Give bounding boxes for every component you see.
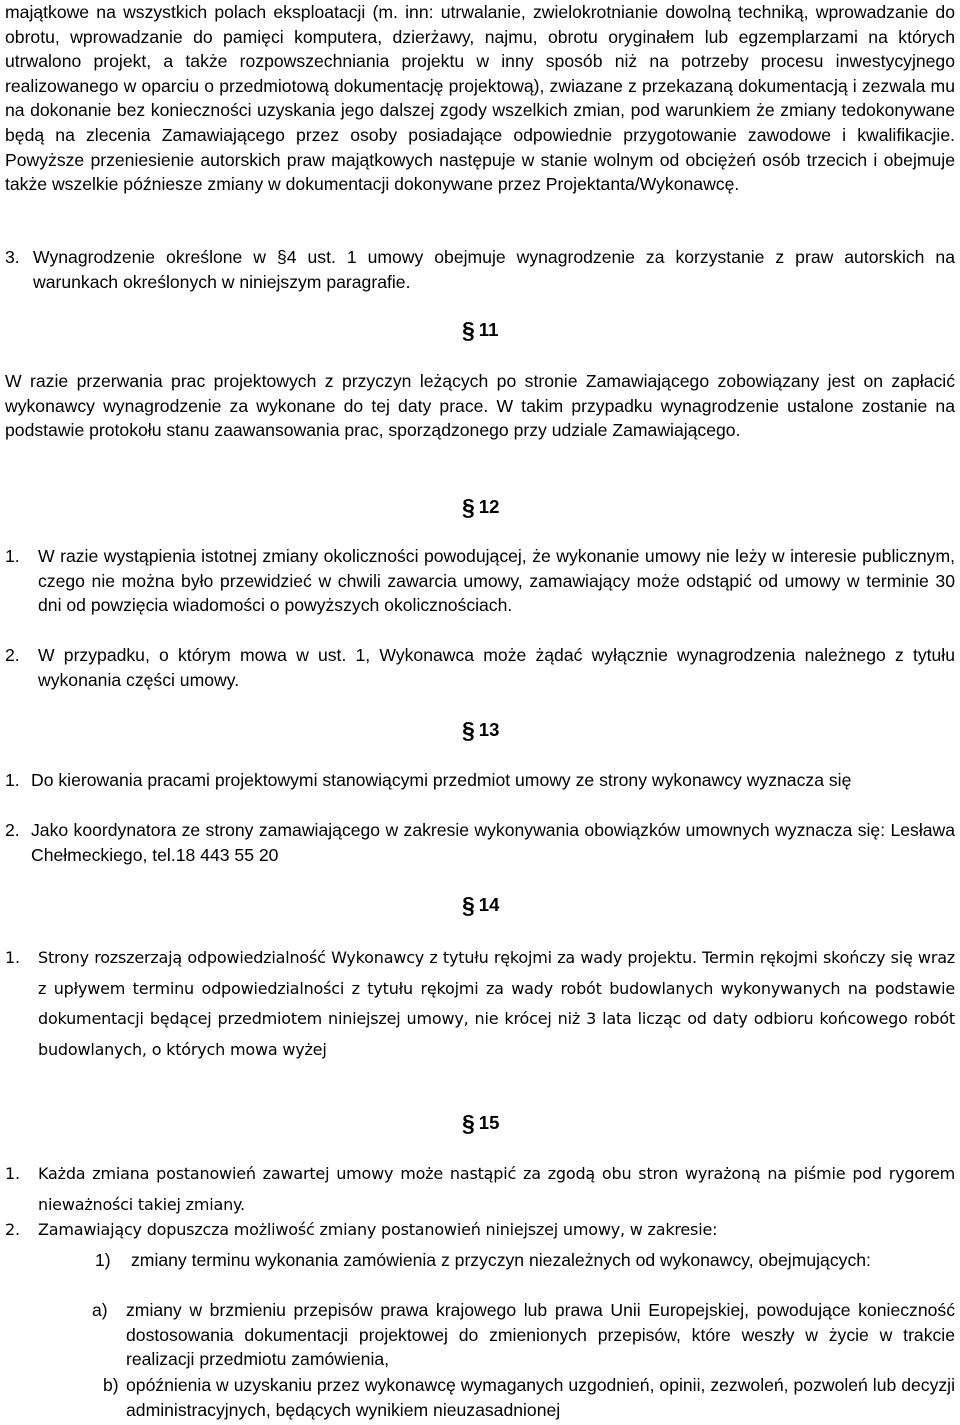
section-number: 11 bbox=[478, 319, 499, 340]
section-symbol: § bbox=[462, 317, 475, 343]
section-12-item-2-text: W przypadku, o którym mowa w ust. 1, Wykonawca może żądać wyłącznie wynagrodzenia należnego z tytułu wykonania części umowy. bbox=[38, 645, 955, 690]
section-13-heading bbox=[462, 717, 499, 744]
item-3-text: Wynagrodzenie określone w §4 ust. 1 umowy obejmuje wynagrodzenie za korzystanie z praw autorskich na warunkach określonych w niniejszym paragrafie. bbox=[33, 247, 955, 292]
subitem-b-text: opóźnienia w uzyskaniu przez wykonawcę wymaganych uzgodnień, opinii, zezwoleń, pozwoleń lub decyzji administracyjnych, będących wynikiem nieuzasadnionej bbox=[126, 1375, 955, 1420]
section-number: 14 bbox=[478, 894, 500, 915]
section-12-item-1-number: 1. bbox=[5, 546, 20, 566]
section-15-item-2-text: Zamawiający dopuszcza możliwość zmiany postanowień niniejszej umowy, w zakresie: bbox=[38, 1220, 718, 1239]
section-14-heading bbox=[462, 892, 499, 919]
subitem-1-number: 1) bbox=[95, 1250, 111, 1270]
subitem-a-number: a) bbox=[92, 1300, 108, 1320]
section-11-paragraph: W razie przerwania prac projektowych z przyczyn leżących po stronie Zamawiającego zobowiązany jest on zapłacić wykonawcy wynagrodzenie za wykonane do tej daty prace. W takim przypadku wynagrodzenie ustalone zostanie na podstawie protokołu stanu zaawansowania prac, sporządzonego przy udziale Zamawiającego. bbox=[5, 371, 955, 441]
intro-paragraph: majątkowe na wszystkich polach eksploatacji (m. inn: utrwalanie, zwielokrotnianie dowolną techniką, wprowadzanie do obrotu, wprowadzanie do pamięci komputera, dzierżawy, najmu, obrotu oryginałem lub egzemplarzami na których utrwalono projekt, a także rozpowszechniania projektu w inny sposób niż na potrzeby procesu inwestycyjnego realizowanego w oparciu o przedmiotową dokumentację projektową), zwiazane z przekazaną dokumentacją i zezwala mu na dokonanie bez konieczności uzyskania jego dalszej zgody wszelkich zmian, pod warunkiem że zmiany tedokonywane będą na zlecenia Zamawiającego przez osoby posiadające odpowiednie przygotowanie zawodowe i kwalifikacjie. Powyższe przeniesienie autorskich praw majątkowych następuje w stanie wolnym od obciężeń osób trzecich i obejmuje także wszelkie późniesze zmiany w dokumentacji dokonywane przez Projektanta/Wykonawcę. bbox=[5, 2, 955, 195]
section-14-item-1-number: 1. bbox=[5, 948, 20, 967]
section-13-item-2-text: Jako koordynatora ze strony zamawiającego w zakresie wykonywania obowiązków umownych wyznacza się: Lesława Chełmeckiego, tel.18 443 55 20 bbox=[31, 820, 955, 865]
item-3-number: 3. bbox=[5, 247, 20, 267]
section-number: 13 bbox=[478, 719, 500, 740]
subitem-a-text: zmiany w brzmieniu przepisów prawa krajowego lub prawa Unii Europejskiej, powodujące konieczność dostosowania dokumentacji projektowej do zmienionych przepisów, które weszły w życie w trakcie realizacji przedmiotu zamówienia, bbox=[126, 1300, 955, 1370]
section-15-item-1-text: Każda zmiana postanowień zawartej umowy może nastąpić za zgodą obu stron wyrażoną na piśmie pod rygorem nieważności takiej zmiany. bbox=[38, 1164, 955, 1214]
section-13-item-1-number: 1. bbox=[5, 770, 20, 790]
section-12-heading bbox=[462, 494, 499, 521]
subitem-1-text: zmiany terminu wykonania zamówienia z przyczyn niezależnych od wykonawcy, obejmujących: bbox=[131, 1250, 871, 1270]
section-15-heading bbox=[462, 1110, 499, 1137]
section-symbol: § bbox=[462, 717, 475, 743]
section-symbol: § bbox=[462, 1110, 475, 1136]
section-12-item-2-number: 2. bbox=[5, 645, 20, 665]
section-15-item-1-number: 1. bbox=[5, 1164, 20, 1183]
section-11-heading bbox=[462, 317, 498, 344]
section-15-item-2-number: 2. bbox=[5, 1220, 20, 1239]
section-symbol: § bbox=[462, 892, 475, 918]
section-13-item-1-text: Do kierowania pracami projektowymi stanowiącymi przedmiot umowy ze strony wykonawcy wyznacza się bbox=[31, 770, 852, 790]
section-13-item-2-number: 2. bbox=[5, 820, 20, 840]
section-number: 12 bbox=[478, 496, 500, 517]
section-14-item-1-text: Strony rozszerzają odpowiedzialność Wykonawcy z tytułu rękojmi za wady projektu. Termin rękojmi skończy się wraz z upływem terminu odpowiedzialności z tytułu rękojmi za wady robót budowlanych wykonywanych na podstawie dokumentacji będącej przedmiotem niniejszej umowy, nie krócej niż 3 lata licząc od daty odbioru końcowego robót budowlanych, o których mowa wyżej bbox=[38, 948, 955, 1059]
section-symbol: § bbox=[462, 494, 475, 520]
section-12-item-1-text: W razie wystąpienia istotnej zmiany okoliczności powodującej, że wykonanie umowy nie leży w interesie publicznym, czego nie można było przewidzieć w chwili zawarcia umowy, zamawiający może odstąpić od umowy w terminie 30 dni od powzięcia wiadomości o powyższych okolicznościach. bbox=[38, 546, 955, 616]
section-number: 15 bbox=[478, 1112, 500, 1133]
subitem-b-number: b) bbox=[103, 1375, 119, 1395]
